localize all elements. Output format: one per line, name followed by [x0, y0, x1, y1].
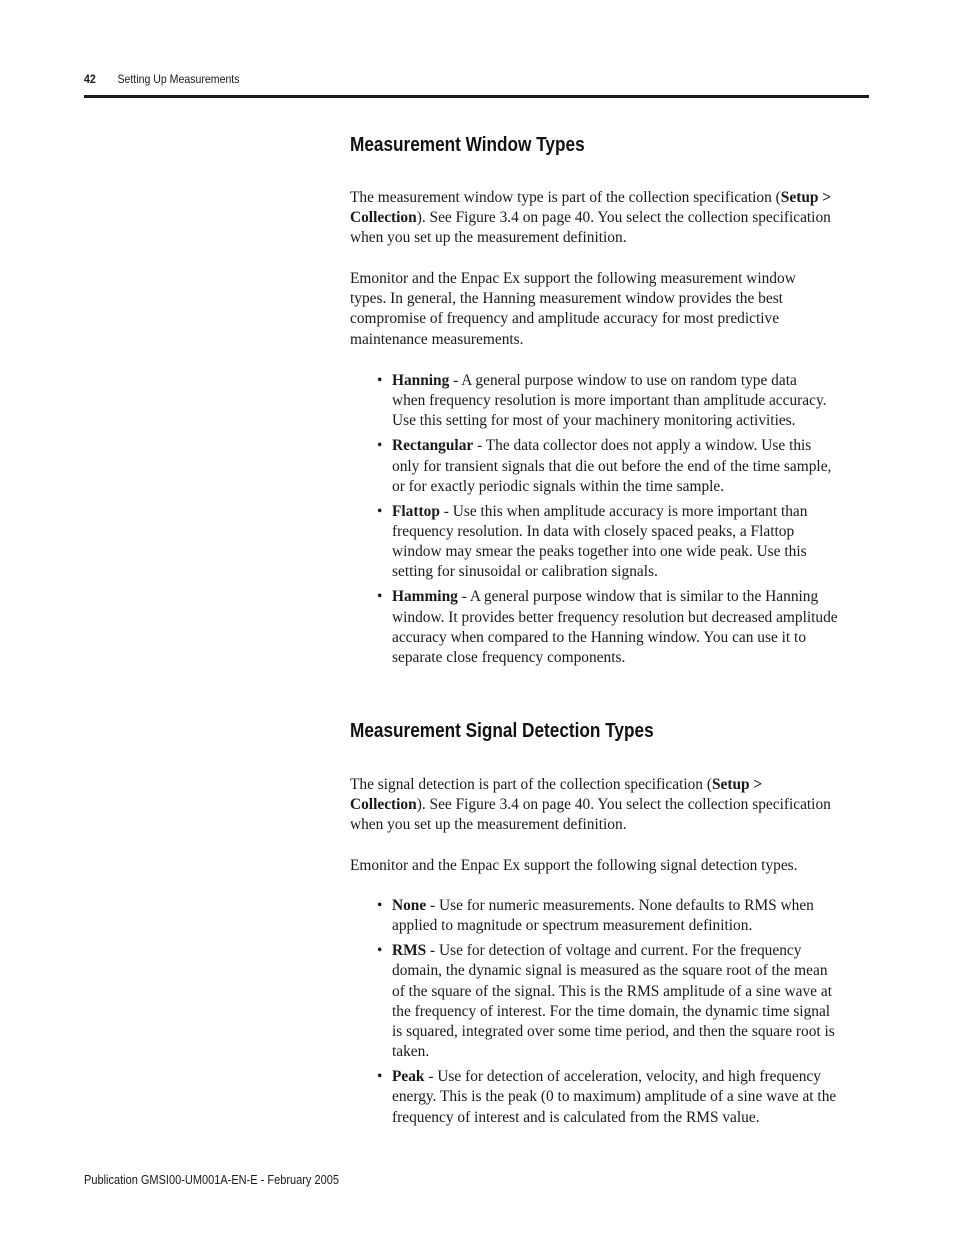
section-name: Setting Up Measurements	[117, 72, 240, 86]
list-item-hanning: • Hanning - A general purpose window to use on random type data when frequency resolution is more important than amplitude accuracy. Use this setting for most of your machinery monitoring activities.	[377, 372, 827, 430]
bullet-icon: •	[377, 502, 383, 520]
list-item-hamming: • Hamming - A general purpose window that is similar to the Hanning window. It provides better frequency resolution but decreased amplitude accuracy when compared to the Hanning window. You can use it to separate close frequency components.	[377, 588, 838, 667]
bullet-icon: •	[377, 942, 383, 960]
page-number: 42	[84, 72, 96, 86]
setup-menu-ref: Setup >	[780, 189, 832, 206]
bullet-icon: •	[377, 897, 383, 914]
section-title-window-types: Measurement Window Types	[350, 134, 585, 156]
window-intro-paragraph: The measurement window type is part of the collection specification (Setup > Collection). See Figure 3.4 on page 40. You select the collection specification when you set up the measurement definition.	[350, 189, 832, 247]
collection-menu-ref: Collection	[350, 796, 417, 814]
detection-intro-paragraph: The signal detection is part of the collection specification (Setup > Collection). See Figure 3.4 on page 40. You select the collection specification when you set up the measurement definition.	[350, 776, 831, 834]
window-types-list	[350, 371, 870, 673]
bullet-icon: •	[377, 1068, 383, 1086]
setup-menu-ref: Setup >	[711, 776, 763, 793]
bullet-icon: •	[377, 437, 383, 455]
bullet-icon: •	[377, 372, 383, 389]
list-item-flattop: • Flattop - Use this when amplitude accuracy is more important than frequency resolution. In data with closely spaced peaks, a Flattop window may smear the peaks together into one wide peak. Use this setting for sinusoidal or calibration signals.	[377, 502, 808, 581]
list-item-rms: • RMS - Use for detection of voltage and current. For the frequency domain, the dynamic signal is measured as the square root of the mean of the square of the signal. This is the RMS amplitude of a sine wave at the frequency of interest. For the time domain, the dynamic time signal is squared, integrated over some time period, and then the square root is taken.	[377, 942, 835, 1061]
bullet-icon: •	[377, 588, 383, 606]
section-title-signal-detection: Measurement Signal Detection Types	[350, 720, 654, 742]
list-item-none: • None - Use for numeric measurements. None defaults to RMS when applied to magnitude or spectrum measurement definition.	[377, 897, 814, 935]
detection-types-list	[350, 896, 870, 1133]
header-rule	[84, 95, 869, 98]
publication-footer: Publication GMSI00-UM001A-EN-E - February 2005	[84, 1173, 339, 1187]
running-header	[84, 72, 775, 86]
window-support-paragraph: Emonitor and the Enpac Ex support the following measurement window types. In general, the Hanning measurement window provides the best compromise of frequency and amplitude accuracy for most predictive maintenance measurements.	[350, 270, 796, 348]
collection-menu-ref: Collection	[350, 209, 417, 227]
list-item-rectangular: • Rectangular - The data collector does not apply a window. Use this only for transient signals that die out before the end of the time sample, or for exactly periodic signals within the time sample.	[377, 437, 832, 495]
detection-support-paragraph: Emonitor and the Enpac Ex support the following signal detection types.	[350, 857, 798, 874]
list-item-peak: • Peak - Use for detection of acceleration, velocity, and high frequency energy. This is the peak (0 to maximum) amplitude of a sine wave at the frequency of interest and is calculated from the RMS value.	[377, 1068, 837, 1126]
